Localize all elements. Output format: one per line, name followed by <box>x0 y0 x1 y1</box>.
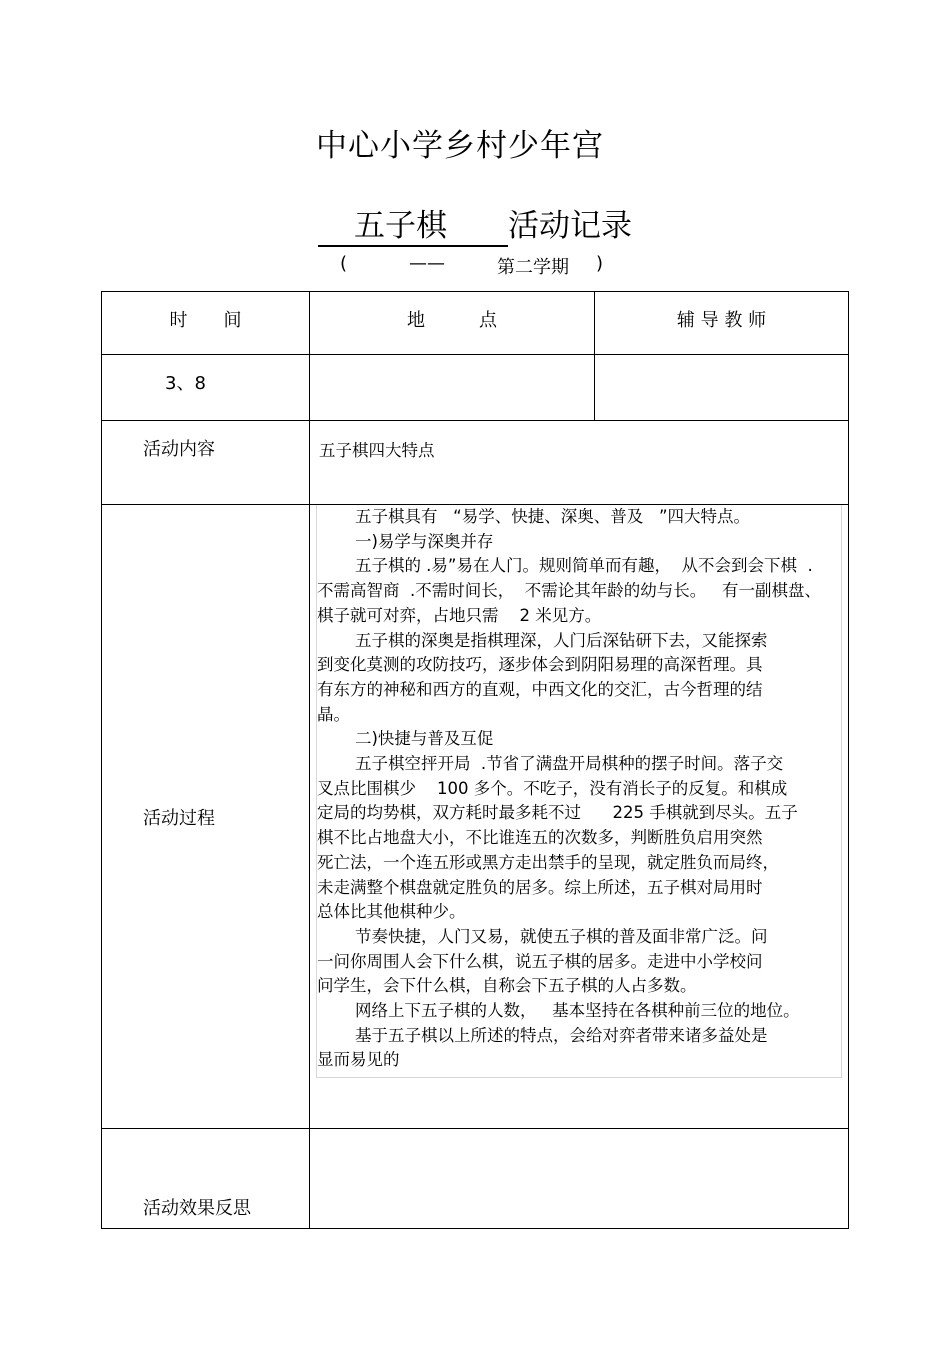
teacher-cell <box>595 355 849 421</box>
process-line: 一)易学与深奥并存 <box>354 531 494 551</box>
process-line: 五子棋的深奥是指棋理深，人门后深钻研下去，又能探索 <box>354 630 768 650</box>
process-line: 基于五子棋以上所述的特点，会给对弈者带来诸多益处是 <box>354 1025 768 1045</box>
process-line: 节奏快捷，人门又易，就使五子棋的普及面非常广泛。问 <box>354 926 768 946</box>
process-line: 显而易见的 <box>317 1050 400 1070</box>
process-line: 定局的均势棋，双方耗时最多耗不过 225 手棋就到尽头。五子 <box>317 803 798 823</box>
content-label: 活动内容 <box>102 421 310 505</box>
semester-dash: —— <box>409 253 445 274</box>
content-row <box>102 421 849 505</box>
activity-record-table <box>101 291 849 1229</box>
header-place: 地 点 <box>310 292 595 355</box>
process-text <box>316 505 842 1078</box>
process-cell <box>310 505 849 1129</box>
process-line: 问学生，会下什么棋，自称会下五子棋的人占多数。 <box>317 976 697 996</box>
process-line: 有东方的神秘和西方的直观，中西文化的交汇，古今哲理的结 <box>317 679 763 699</box>
page-title: 中心小学乡村少年宫 <box>316 128 604 164</box>
process-line: 晶。 <box>317 704 350 724</box>
semester-close-paren: ) <box>596 253 604 274</box>
semester-open-paren: ( <box>340 253 348 274</box>
subject-name: 五子棋 <box>318 200 508 247</box>
process-line: 叉点比围棋少 100 多个。不吃子，没有消长子的反复。和棋成 <box>317 778 788 798</box>
record-title <box>318 200 632 247</box>
reflection-cell <box>310 1129 849 1229</box>
record-label: 活动记录 <box>508 208 632 244</box>
date-row <box>102 355 849 421</box>
reflection-label: 活动效果反思 <box>102 1129 310 1229</box>
header-teacher: 辅 导 教 师 <box>595 292 849 355</box>
process-line: 二)快捷与普及互促 <box>354 729 494 749</box>
reflection-row <box>102 1129 849 1229</box>
place-cell <box>310 355 595 421</box>
process-line: 网络上下五子棋的人数， 基本坚持在各棋种前三位的地位。 <box>354 1001 800 1021</box>
process-line: 五子棋具有 “易学、快捷、深奥、普及 ”四大特点。 <box>354 507 751 526</box>
process-line: 一问你周围人会下什么棋，说五子棋的居多。走进中小学校问 <box>317 951 763 971</box>
process-row <box>102 505 849 1129</box>
process-line: 棋子就可对弈，占地只需 2 米见方。 <box>317 605 602 625</box>
process-line: 不需高智商 .不需时间长， 不需论其年龄的幼与长。 有一副棋盘、 <box>317 581 821 601</box>
header-row <box>102 292 849 355</box>
process-line: 到变化莫测的攻防技巧，逐步体会到阴阳易理的高深哲理。具 <box>317 655 763 675</box>
process-label: 活动过程 <box>102 505 310 1129</box>
process-line: 未走满整个棋盘就定胜负的居多。综上所述，五子棋对局用时 <box>317 877 763 897</box>
process-line: 总体比其他棋种少。 <box>317 902 466 922</box>
process-line: 五子棋空抨开局 .节省了满盘开局棋种的摆子时间。落子交 <box>354 754 784 774</box>
header-time: 时 间 <box>102 292 310 355</box>
content-value: 五子棋四大特点 <box>310 421 849 505</box>
process-line: 棋不比占地盘大小，不比谁连五的次数多，判断胜负启用突然 <box>317 828 763 848</box>
process-line: 五子棋的 .易”易在人门。规则简单而有趣， 从不会到会下棋 . <box>354 556 813 576</box>
process-line: 死亡法，一个连五形或黑方走出禁手的呈现，就定胜负而局终， <box>317 852 779 872</box>
date-cell: 3、8 <box>102 355 310 421</box>
semester-text: 第二学期 <box>497 257 569 278</box>
